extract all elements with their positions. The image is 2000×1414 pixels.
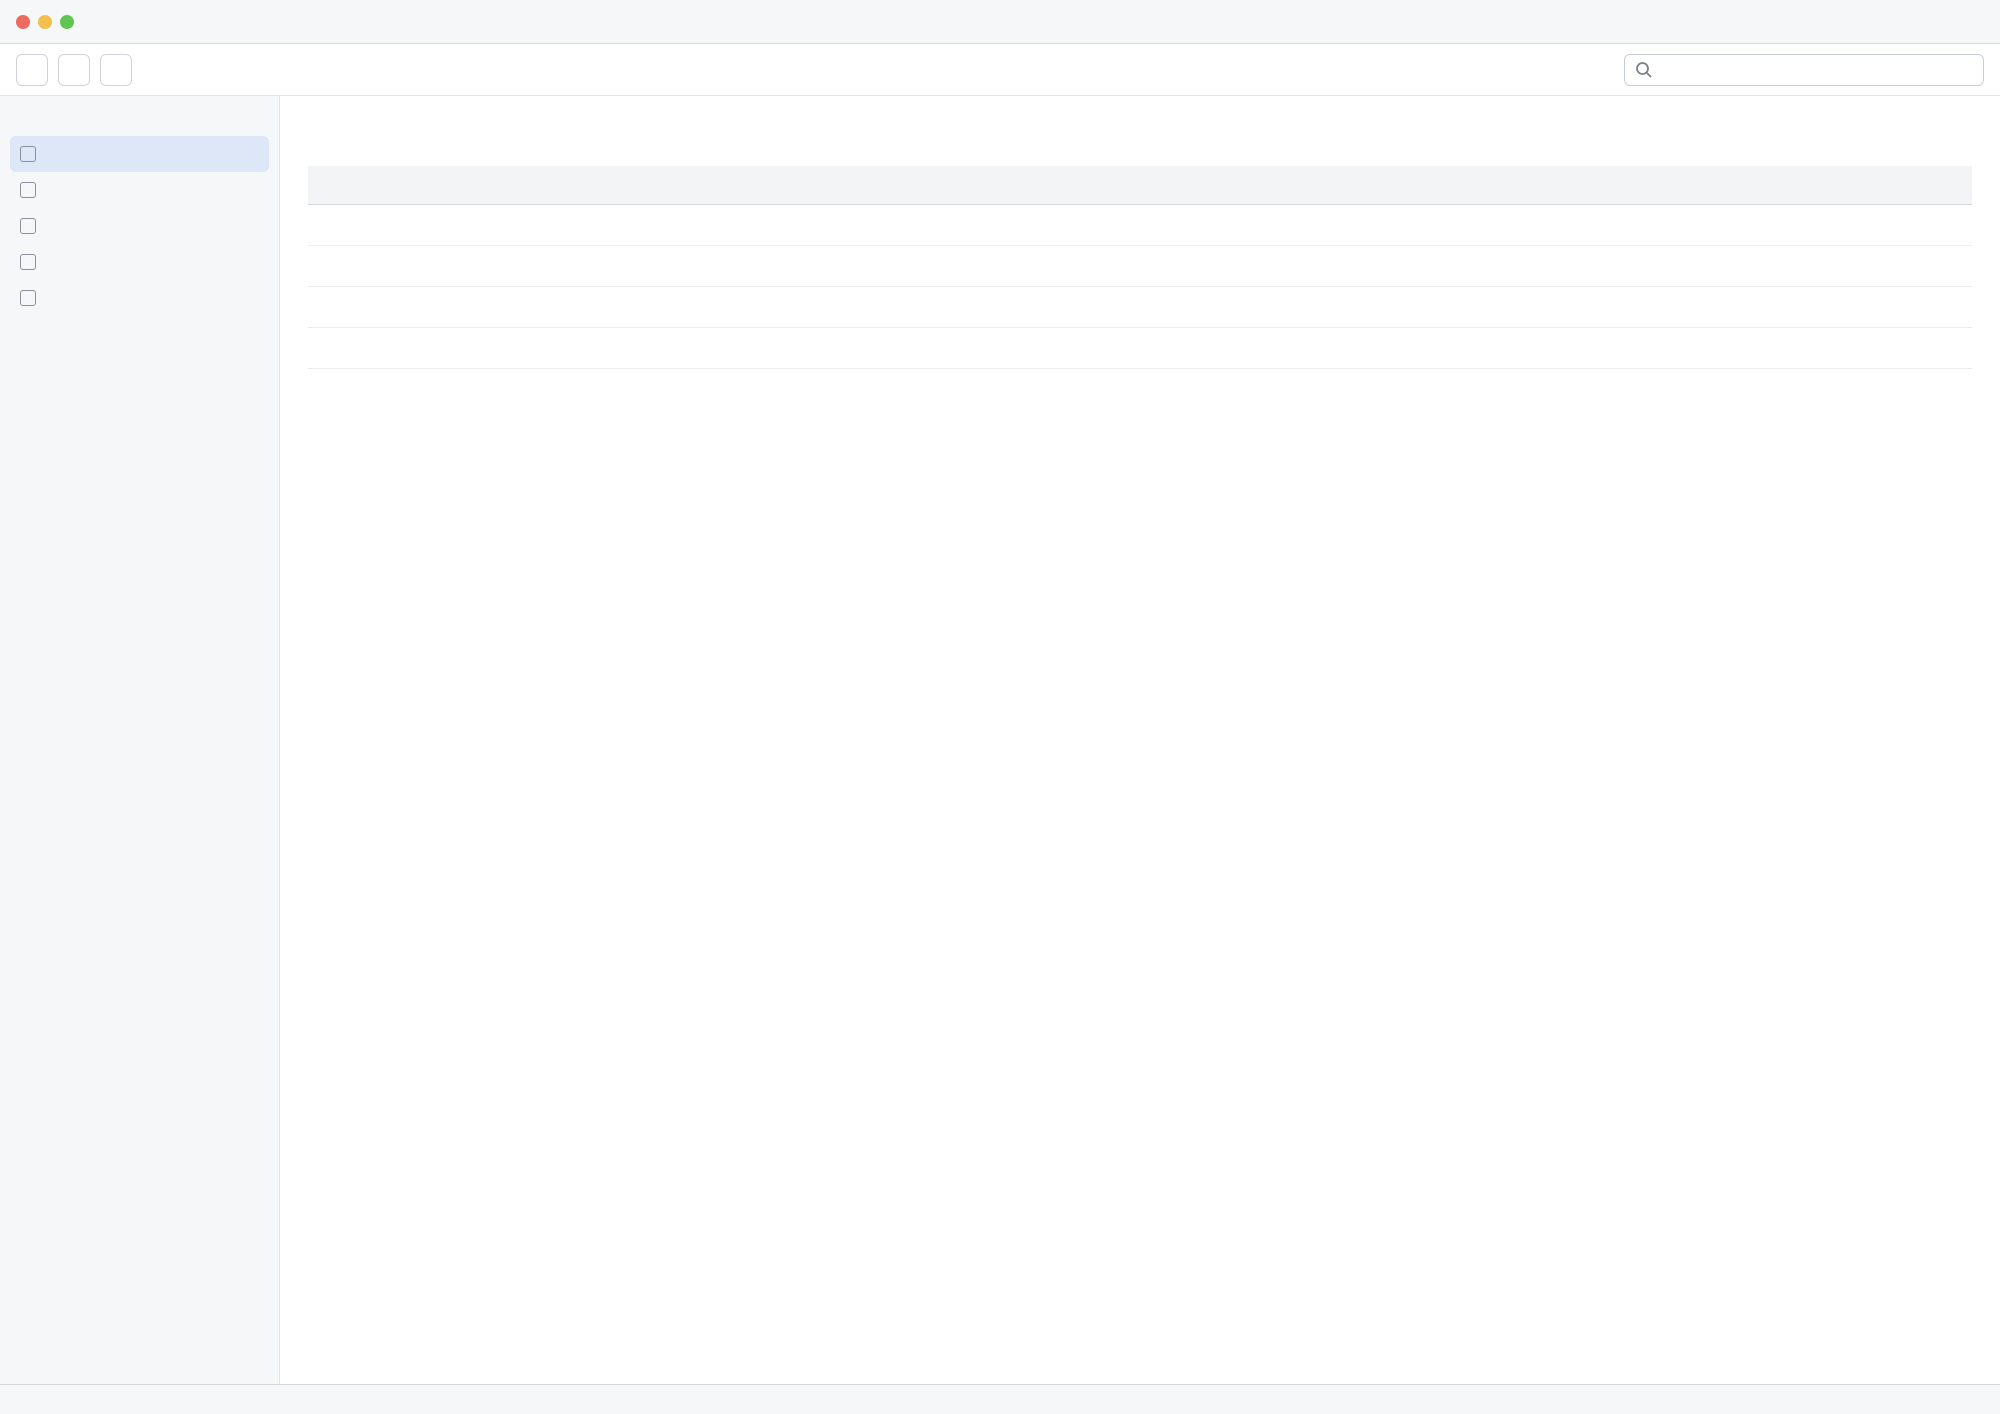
table-cell (724, 205, 1140, 246)
forward-button[interactable] (58, 54, 90, 86)
window-controls (16, 15, 74, 29)
column-header[interactable] (1556, 166, 1972, 205)
maximize-window-button[interactable] (60, 15, 74, 29)
column-header[interactable] (1140, 166, 1556, 205)
table-cell (724, 328, 1140, 369)
folder-icon (20, 218, 36, 234)
table-cell (1556, 205, 1972, 246)
close-window-button[interactable] (16, 15, 30, 29)
window-title (94, 13, 1984, 31)
content-area (0, 96, 2000, 1384)
table-cell (1140, 328, 1556, 369)
table-cell (724, 287, 1140, 328)
data-table (308, 166, 1972, 369)
column-header[interactable] (308, 166, 724, 205)
search-input[interactable] (1624, 54, 1984, 86)
sidebar-item[interactable] (10, 172, 269, 208)
folder-icon (20, 290, 36, 306)
folder-icon (20, 146, 36, 162)
table-cell (308, 287, 724, 328)
sidebar-item[interactable] (10, 208, 269, 244)
page-title (308, 120, 1972, 150)
toolbar (0, 44, 2000, 96)
table-cell (308, 328, 724, 369)
column-header[interactable] (724, 166, 1140, 205)
search-icon (1635, 61, 1653, 79)
sidebar-item[interactable] (10, 244, 269, 280)
sidebar-item[interactable] (10, 136, 269, 172)
folder-icon (20, 254, 36, 270)
table-cell (1140, 287, 1556, 328)
table-header-row (308, 166, 1972, 205)
table-row[interactable] (308, 287, 1972, 328)
back-button[interactable] (16, 54, 48, 86)
table-cell (1556, 246, 1972, 287)
search-container (1624, 54, 1984, 86)
table-cell (724, 246, 1140, 287)
table-cell (1556, 287, 1972, 328)
status-bar (0, 1384, 2000, 1414)
sidebar (0, 96, 280, 1384)
table-cell (308, 205, 724, 246)
folder-icon (20, 182, 36, 198)
table-cell (1556, 328, 1972, 369)
table-row[interactable] (308, 328, 1972, 369)
table-cell (1140, 246, 1556, 287)
table-row[interactable] (308, 246, 1972, 287)
table-cell (308, 246, 724, 287)
table-row[interactable] (308, 205, 1972, 246)
sidebar-item[interactable] (10, 280, 269, 316)
table-cell (1140, 205, 1556, 246)
main-panel (280, 96, 2000, 1384)
sidebar-heading (10, 110, 269, 136)
title-bar (0, 0, 2000, 44)
minimize-window-button[interactable] (38, 15, 52, 29)
action-button[interactable] (100, 54, 132, 86)
